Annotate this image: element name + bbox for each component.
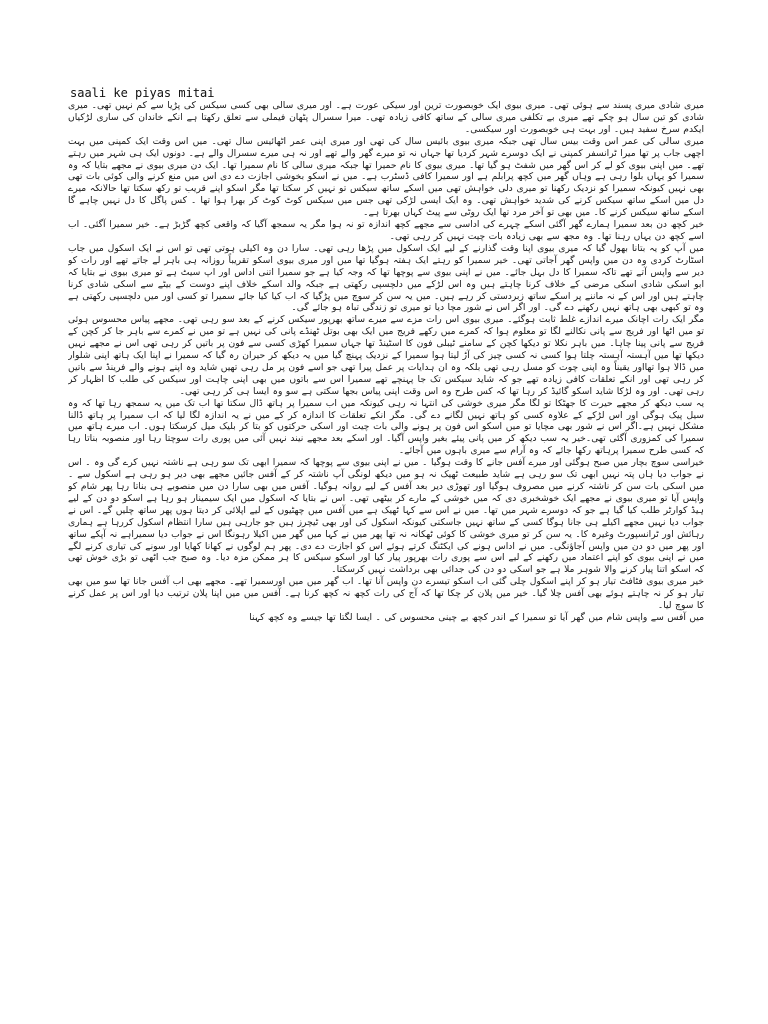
paragraph: میں آپ کو یہ بتانا بھول گیا کہ میری بیوی اپنا وقت گذارنے کے لیے ایک اسکول میں پڑھا رہی تھی۔ سارا دن وہ اکیلی ہوتی تھی تو اس نے ایک اسکول میں جاب اسٹارٹ کردی وہ دن میں واپس گھر آجاتی تھی۔ خیر سمیرا کو رہتے ایک ہفتہ ہوگیا تھا میں اور میری بیوی اسکو تقریباً روزانہ ہی باہر لے جاتے تھے اور رات کو دیر سے واپس آتے تھے تاکہ سمیرا کا دل بہل جائے۔ میں نے اپنی بیوی سے پوچھا تھا کہ وجہ کیا ہے جو سمیرا اتنی اداس اور اپ سیٹ ہے تو میری بیوی نے بتایا کہ ابو اسکی شادی اسکی مرضی کے خلاف کرنا چاہتے ہیں وہ اس لڑکے میں دلچسپی رکھتی ہے جبکہ والد اسکے خلاف اپنے دوست کے بیٹے سے اسکی شادی کرنا چاہتے ہیں اور اس کے نہ ماننے پر اسکے ساتھ زبردستی کر رہے ہیں۔ میں یہ سن کر سوچ میں پڑگیا کہ اب کیا کیا جائے سمیرا تو کسی اور میں دلچسپی رکھتی ہے وہ تو کبھی بھی ہاتھ نہیں رکھنے دے گی۔ اور اگر اس نے شور مچا دیا تو میری تو زندگی تباہ ہو جائے گی۔	[68, 242, 704, 314]
paragraph: یہ سب دیکھ کر مجھے حیرت کا جھٹکا تو لگا مگر میری خوشی کی انتہا نہ رہی کیونکہ میں اب سمیرا پر ہاتھ ڈال سکتا تھا اب تک میں یہ سمجھ رہا تھا کہ وہ سیل پیک ہوگی اور اس لڑکے کے علاوہ کسی کو ہاتھ نہیں لگانے دے گی۔ مگر انکے تعلقات کا اندازہ کر کے میں نے یہ اندازہ لگا لیا کہ اب سمیرا پر ہاتھ ڈالنا مشکل نہیں ہے۔اگر اس نے شور بھی مچایا تو میں اسکو اس فون پر ہونے والی بات چیت اور اسکی حرکتوں کو بتا کر بلیک میل کرسکتا ہوں۔ اب میرے ہاتھ میں سمیرا کی کمزوری آگئی تھی۔خیر یہ سب دیکھ کر میں پانی پیئے بغیر واپس آگیا۔ اور اسکے بعد مجھے نیند نہیں آئی میں پوری رات سوچتا رہا اور منصوبہ بناتا رہا کہ کسی طرح سمیرا پرہاتھ رکھا جائے کہ وہ آرام سے میری باہوں میں آجائے۔	[68, 397, 704, 457]
paragraph: میں آفس سے واپس شام میں گھر آیا تو سمیرا کے اندر کچھ بے چینی محسوس کی ۔ ایسا لگتا تھا جیسے وہ کچھ کہنا	[249, 611, 704, 623]
paragraph: مگر ایک رات اچانک میرے اندازے غلط ثابت ہوگئے۔ میری بیوی اس رات مزے سے میرے ساتھ بھرپور سیکس کرنے کے بعد سو رہی تھی۔ مجھے پیاس محسوس ہوئی تو میں اٹھا اور فریج سے پانی نکالنے لگا تو معلوم ہوا کہ کمرے میں رکھے فریج میں ایک بھی بوتل ٹھنڈے پانی کی نہیں ہے تو میں نے کمرے سے باہر جا کر کچن کے فریج سے پانی پینا چاہا۔ میں باہر نکلا تو دیکھا کچن کے سامنے ٹیبلی فون کا اسٹینڈ تھا جہاں سمیرا کھڑی کسی سے فون پر باتیں کر رہی تھی اس نے مجھے نہیں دیکھا تھا میں آہستہ آہستہ چلتا ہوا کسی نہ کسی چیز کی آڑ لیتا ہوا سمیرا کے نزدیک پہنچ گیا میں یہ دیکھ کر حیران رہ گیا کہ سمیرا نے اپنا ایک ہاتھ اپنی شلوار میں ڈالا ہوا تھااور یقیناً وہ اپنی چوت کو مسل رہی تھی بلکہ وہ ان ہدایات پر عمل پیرا تھی جو اسے فون پر مل رہی تھیں شاید وہ اپنے ہونے والے فرینڈ سے باتیں کر رہی تھی اور انکے تعلقات کافی زیادہ تھے جو کہ شاید سیکس تک جا پہنچے تھے سمیرا اس سے باتوں میں بھی اپنی چاہت اور سیکس کی طلب کا اظہار کر رہی تھی۔ اور وہ لڑکا شاید اسکو گائیڈ کر رہا تھا کہ کس طرح وہ اس وقت اپنی پیاس بجھا سکتی ہے سو وہ ایسا ہی کر رہی تھی۔	[68, 314, 704, 397]
paragraph: میری شادی میری پسند سے ہوئی تھی۔ میری بیوی ایک خوبصورت ترین اور سیکی عورت ہے۔ اور میری سالی بھی کسی سیکس کی پڑیا سے کم نہیں تھی۔ میری شادی کو تین سال ہو چکے تھے میری بے تکلفی میری سالی کے ساتھ کافی زیادہ تھی۔ میرا سسرال پٹھان فیملی سے تعلق رکھتا ہے انکے خاندان کی ساری لڑکیاں ایکدم سرخ سفید ہیں۔ اور بہت ہی خوبصورت اور سیکسی۔	[68, 100, 704, 135]
paragraph: خیراسی سوچ بچار میں صبح ہوگئی اور میرے آفس جانے کا وقت ہوگیا ۔ میں نے اپنی بیوی سے پوچھا کہ سمیرا ابھی تک سو رہی ہے ناشتہ نہیں کرے گی وہ ۔ اس نے جواب دیا ہاں پتہ نہیں ابھی تک سو رہی ہے شاید طبیعت ٹھیک نہ ہو میں دیکھ لونگی آپ ناشتہ کر کے آفس جائیں مجھے بھی دیر ہو رہی ہے اسکول سے ۔ میں اسکی بات سن کر ناشتہ کرنے میں مصروف ہوگیا اور تھوڑی دیر بعد آفس کے لیے روانہ ہوگیا۔ آفس میں بھی سارا دن میں منصوبے ہی بناتا رہا پھر شام کو واپس آیا تو میری بیوی نے مجھے ایک خوشخبری دی کہ میں خوشی کے مارے کر بیٹھی تھی۔ اس نے بتایا کہ اسکول میں ایک سیمینار ہو رہا ہے اسکو دو دن کے لیے ہیڈ کوارٹر طلب کیا گیا ہے جو کہ دوسرے شہر میں تھا۔ میں نے اس سے کہا ٹھیک ہے میں آفس میں چھٹیوں کے لیے اپلائی کر دیتا ہوں پھر ساتھ چلیں گے۔ اس نے جواب دیا نہیں مجھے اکیلے ہی جانا ہوگا کسی کے ساتھ نہیں جاسکتی کیونکہ اسکول کی اور بھی ٹیچرز ہیں جو جارہی ہیں سارا انتظام اسکول کررہا ہے ہماری رہائش اور ٹرانسپورٹ وغیرہ کا۔ یہ سن کر تو میری خوشی کا کوئی ٹھکانہ نہ تھا پھر میں نے کہا میں گھر میں اکیلا رہونگا اس نے جواب دیا سمیراہے نہ آپکے ساتھ اور پھر میں دو دن میں واپس آجاؤنگی۔ میں نے اداس ہونے کی ایکٹنگ کرتے ہوئے اس کو اجازت دے دی۔ پھر ہم لوگوں نے کھانا کھایا اور سونے کی تیاری کرنے لگے میں نے اپنی بیوی کو اپنے اعتماد میں رکھنے کے لیے اس سے پوری رات بھرپور پیار کیا اور اسکو سیکس کا ہر ممکن مزہ دیا۔ وہ صبح جب اٹھی تو بڑی خوش تھی کہ اسکو اتنا پیار کرنے والا شوہر ملا ہے جو اسکی دو دن کی جدائی بھی برداشت نہیں کرسکتا۔	[68, 457, 704, 576]
paragraph: خیر کچھ دن بعد سمیرا ہمارے گھر آگئی اسکے چہرے کی اداسی سے مجھے کچھ اندازہ تو نہ ہوا مگر یہ سمجھ آگیا کہ واقعی کچھ گڑبڑ ہے۔ خیر سمیرا آگئی۔ اب اسے کچھ دن یہاں رہنا تھا۔ وہ مجھ سے بھی زیادہ بات چیت نہیں کر رہی تھی۔	[68, 219, 704, 242]
document-title: saali ke piyas mitai	[70, 86, 215, 100]
paragraph: میری سالی کی عمر اس وقت بیس سال تھی جبکہ میری بیوی بائیس سال کی تھی اور میری اپنی عمر اٹھائیس سال تھی۔ میں اس وقت ایک کمپنی میں بہت اچھی جاب پر تھا میرا ٹرانسفر کمپنی نے ایک دوسرے شہر کردیا تھا جہاں نہ تو میرے گھر والے تھے اور نہ ہی میرے سسرال والے ہے۔ دونوں ایک ہی شہر میں رہتے تھے۔ میں اپنی بیوی کو لے کر اس گھر میں شفٹ ہو گیا تھا۔ میری بیوی کا نام حمیرا تھا جبکہ میری سالی کا نام سمیرا تھا۔ ایک دن میری بیوی نے مجھے بتایا کہ وہ سمیرا کو یہاں بلوا رہی ہے وہاں گھر میں کچھ پرابلم ہے اور سمیرا کافی ڈسٹرب ہے۔ میں نے اسکو بخوشی اجازت دے دی اس میں منع کرنے والی کوئی بات تھی بھی نہیں کیونکہ سمیرا کو نزدیک رکھنا تو میری دلی خواہش تھی میں اسکے ساتھ سیکس تو نہیں کر سکتا تھا مگر اسکو اپنے قریب تو رکھ سکتا تھا حالانکہ میرے دل میں اسکے ساتھ سیکس کرنے کی شدید خواہش تھی۔ وہ ایک ایسی لڑکی تھی جس میں سیکس کوٹ کوٹ کر بھرا ہوا تھا ۔ کس پاگل کا دل نہیں چاہے گا اسکے ساتھ سیکس کرنے کا۔ میں بھی تو آخر مرد تھا ایک روٹی سے پیٹ کہاں بھرتا ہے۔	[68, 135, 704, 219]
paragraph: خیر میری بیوی فٹافٹ تیار ہو کر اپنے اسکول چلی گئی اب اسکو تیسرے دن واپس آنا تھا۔ اب گھر میں میں اورسمیرا تھے۔ مجھے بھی اب آفس جانا تھا سو میں بھی تیار ہو کر نہ چاہتے ہوئے بھی آفس چلا گیا۔ خیر میں پلان کر چکا تھا کہ آج کی رات کچھ نہ کچھ کرنا ہے۔ آفس میں میں اپنا پلان ترتیب دیا اور اس پر عمل کرنے کا سوچ لیا۔	[68, 576, 704, 612]
document-body	[68, 100, 704, 1000]
